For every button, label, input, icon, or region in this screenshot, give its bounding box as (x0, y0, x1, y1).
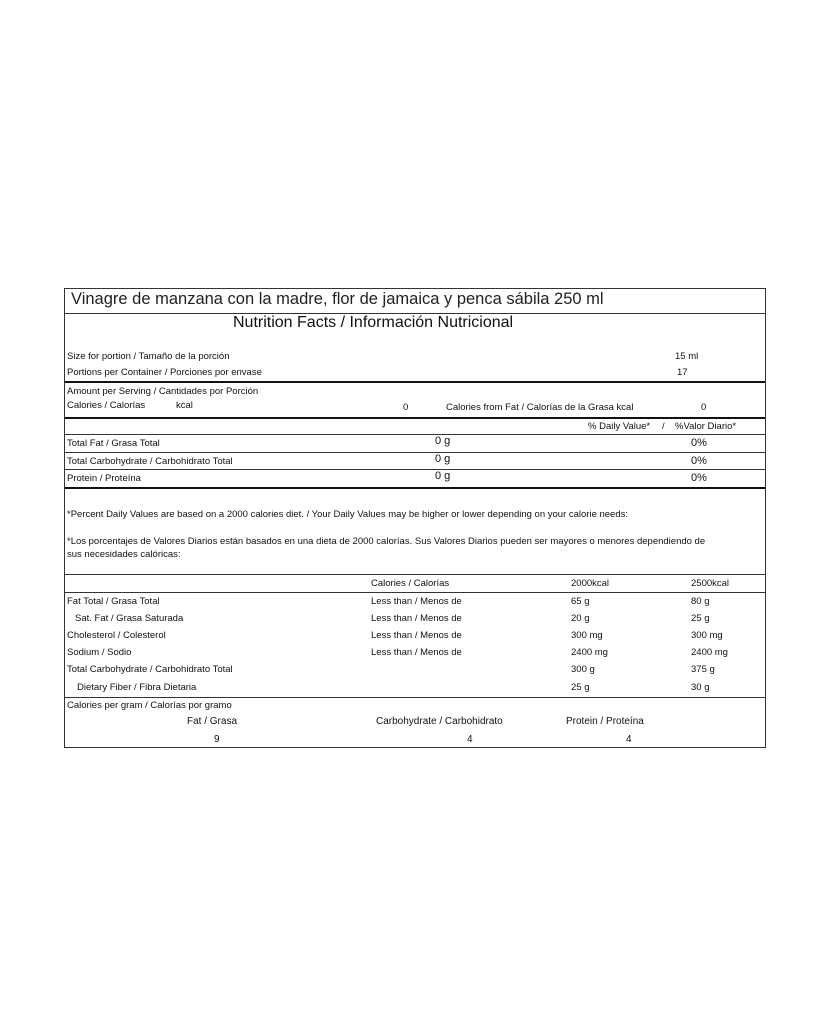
footnote-english: *Percent Daily Values are based on a 2000 calories diet. / Your Daily Values may be higher or lower depending on your calorie needs: (67, 509, 629, 520)
fat-per-gram-value: 9 (214, 734, 220, 745)
ref-row-label: Sat. Fat / Grasa Saturada (75, 613, 184, 624)
serving-size-value: 15 ml (675, 351, 699, 362)
nutrition-label (64, 288, 766, 748)
ref-row-2000: 25 g (571, 682, 590, 693)
ref-row-qualifier: Less than / Menos de (371, 613, 462, 624)
ref-row-2000: 20 g (571, 613, 590, 624)
nutrient-amount: 0 g (435, 435, 451, 447)
calories-unit: kcal (176, 400, 193, 411)
carb-per-gram-value: 4 (467, 734, 473, 745)
ref-row-qualifier: Less than / Menos de (371, 647, 462, 658)
divider (65, 697, 765, 698)
divider (65, 452, 765, 453)
divider (65, 574, 765, 575)
divider (65, 592, 765, 593)
valor-diario-header: %Valor Diario* (675, 421, 737, 432)
ref-row-2000: 300 mg (571, 630, 603, 641)
divider (65, 469, 765, 470)
ref-2500-header: 2500kcal (691, 578, 730, 589)
ref-row-2500: 2400 mg (691, 647, 728, 658)
protein-per-gram-value: 4 (626, 734, 632, 745)
ref-row-label: Fat Total / Grasa Total (67, 596, 160, 607)
ref-row-2000: 300 g (571, 664, 595, 675)
ref-row-2500: 300 mg (691, 630, 723, 641)
ref-row-2000: 2400 mg (571, 647, 608, 658)
amount-per-serving-label: Amount per Serving / Cantidades por Porción (67, 386, 259, 397)
nutrient-daily-value: 0% (691, 472, 707, 484)
ref-calories-header: Calories / Calorías (371, 578, 450, 589)
nutrient-amount: 0 g (435, 453, 451, 465)
nutrient-label: Total Carbohydrate / Carbohidrato Total (67, 456, 233, 467)
fat-per-gram-label: Fat / Grasa (187, 716, 238, 727)
nutrient-label: Protein / Proteína (67, 473, 141, 484)
ref-row-label: Dietary Fiber / Fibra Dietaria (77, 682, 197, 693)
fat-calories-value: 0 (701, 402, 707, 413)
ref-2000-header: 2000kcal (571, 578, 610, 589)
portions-label: Portions per Container / Porciones por envase (67, 367, 262, 378)
calories-value: 0 (403, 402, 409, 413)
nutrient-daily-value: 0% (691, 455, 707, 467)
ref-row-2500: 25 g (691, 613, 710, 624)
daily-value-separator: / (662, 421, 665, 432)
divider (65, 434, 765, 435)
thick-divider (65, 417, 765, 419)
nutrient-label: Total Fat / Grasa Total (67, 438, 160, 449)
ref-row-2500: 30 g (691, 682, 710, 693)
ref-row-label: Total Carbohydrate / Carbohidrato Total (67, 664, 233, 675)
thick-divider (65, 381, 765, 383)
portions-value: 17 (677, 367, 688, 378)
thick-divider (65, 487, 765, 489)
calories-label: Calories / Calorías (67, 400, 146, 411)
fat-calories-label: Calories from Fat / Calorías de la Grasa kcal (446, 402, 634, 413)
nutrient-daily-value: 0% (691, 437, 707, 449)
calories-per-gram-label: Calories per gram / Calorías por gramo (67, 700, 232, 711)
ref-row-2000: 65 g (571, 596, 590, 607)
serving-size-label: Size for portion / Tamaño de la porción (67, 351, 230, 362)
protein-per-gram-label: Protein / Proteína (566, 716, 644, 727)
ref-row-2500: 80 g (691, 596, 710, 607)
footnote-spanish: *Los porcentajes de Valores Diarios están basados en una dieta de 2000 calorías. Sus Valores Diarios pueden ser mayores o menores dependiendo de sus necesidades calóricas: (67, 536, 706, 560)
ref-row-qualifier: Less than / Menos de (371, 596, 462, 607)
carb-per-gram-label: Carbohydrate / Carbohidrato (376, 716, 503, 727)
ref-row-label: Cholesterol / Colesterol (67, 630, 166, 641)
product-title: Vinagre de manzana con la madre, flor de jamaica y penca sábila 250 ml (71, 290, 604, 308)
ref-row-2500: 375 g (691, 664, 715, 675)
ref-row-label: Sodium / Sodio (67, 647, 132, 658)
nutrient-amount: 0 g (435, 470, 451, 482)
daily-value-header: % Daily Value* (588, 421, 651, 432)
ref-row-qualifier: Less than / Menos de (371, 630, 462, 641)
nutrition-facts-title: Nutrition Facts / Información Nutricional (233, 314, 514, 331)
